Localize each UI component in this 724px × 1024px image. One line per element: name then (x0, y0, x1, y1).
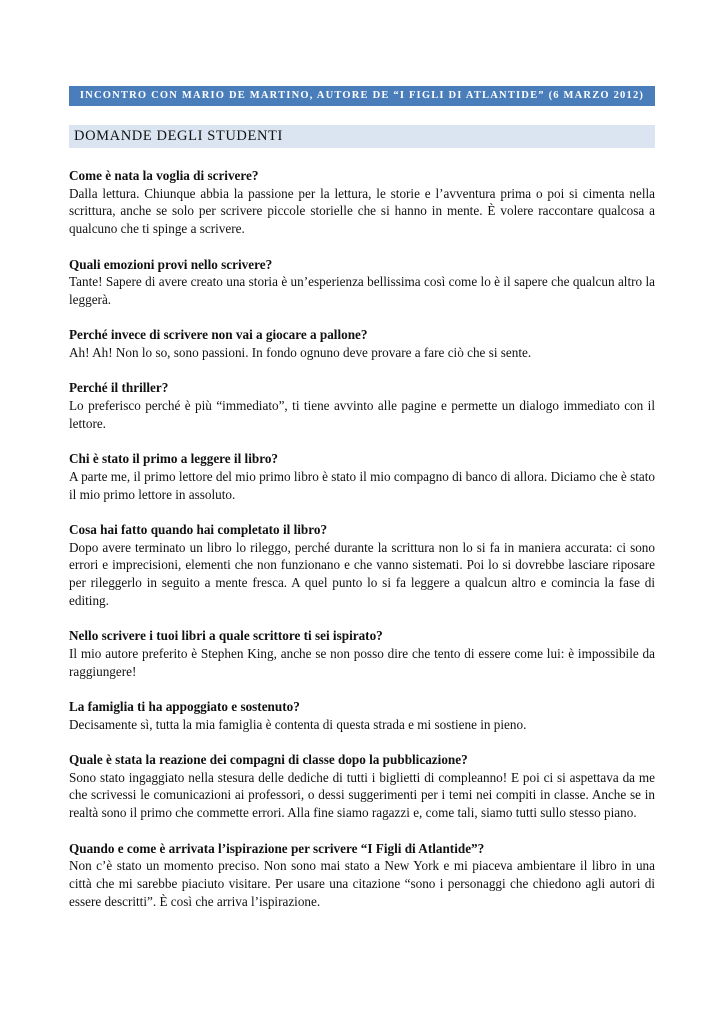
answer: Dalla lettura. Chiunque abbia la passione per la lettura, le storie e l’avventura prima o poi si cimenta nella scrittura, anche se solo per scrivere piccole storielle che si hanno in mente. È volere raccontare qualcosa a qualcuno che ti spinge a scrivere. (69, 185, 655, 237)
question: Come è nata la voglia di scrivere? (69, 168, 259, 183)
question: Perché invece di scrivere non vai a giocare a pallone? (69, 327, 368, 343)
answer: Sono stato ingaggiato nella stesura delle dediche di tutti i biglietti di compleanno! E poi ci si aspettava da me che scrivessi le comunicazioni ai professori, o dessi suggerimenti per i temi nei compiti in classe. Anche se in realtà sono il primo che commette errori. Alla fine siamo ragazzi e, come tali, siamo tutti sullo stesso piano. (69, 769, 655, 821)
answer: Il mio autore preferito è Stephen King, anche se non posso dire che tento di essere come lui: è impossibile da raggiungere! (69, 645, 655, 679)
qa-item (69, 256, 655, 309)
qa-item (69, 450, 655, 503)
document-title: INCONTRO CON MARIO DE MARTINO, AUTORE DE “I FIGLI DI ATLANTIDE” (6 MARZO 2012) (69, 86, 655, 106)
question: Perché il thriller? (69, 380, 169, 396)
qa-item (69, 698, 655, 733)
qa-item (69, 627, 655, 680)
question: Nello scrivere i tuoi libri a quale scrittore ti sei ispirato? (69, 628, 383, 644)
answer: A parte me, il primo lettore del mio primo libro è stato il mio compagno di banco di allora. Diciamo che è stato il mio primo lettore in assoluto. (69, 468, 655, 502)
qa-item (69, 167, 655, 238)
answer: Tante! Sapere di avere creato una storia è un’esperienza bellissima così come lo è il sapere che qualcun altro la leggerà. (69, 274, 655, 307)
question: Quali emozioni provi nello scrivere? (69, 256, 273, 272)
section-title: DOMANDE DEGLI STUDENTI (69, 125, 655, 148)
qa-item (69, 326, 655, 361)
qa-list (69, 167, 655, 928)
question: Cosa hai fatto quando hai completato il libro? (69, 521, 328, 537)
question: Chi è stato il primo a leggere il libro? (69, 451, 279, 467)
answer: Non c’è stato un momento preciso. Non sono mai stato a New York e mi piaceva ambientare il libro in una città che mi sarebbe piaciuto visitare. Per usare una citazione “sono i personaggi che chiedono agli autori di essere descritti”. È così che arriva l’ispirazione. (69, 858, 655, 909)
question: Quando e come è arrivata l’ispirazione per scrivere “I Figli di Atlantide”? (69, 840, 485, 856)
answer: Ah! Ah! Non lo so, sono passioni. In fondo ognuno deve provare a fare ciò che si sente. (69, 345, 532, 360)
qa-item (69, 521, 655, 610)
qa-item (69, 840, 655, 911)
question: La famiglia ti ha appoggiato e sostenuto? (69, 698, 300, 714)
question: Quale è stata la reazione dei compagni di classe dopo la pubblicazione? (69, 752, 468, 768)
answer: Decisamente sì, tutta la mia famiglia è contenta di questa strada e mi sostiene in pieno. (69, 716, 527, 732)
answer: Dopo avere terminato un libro lo rileggo, perché durante la scrittura non lo si fa in maniera accurata: ci sono errori e imprecisioni, elementi che non funzionano e che vanno sistemati. Poi lo si dovrebbe lasciare riposare per rileggerlo in seguito a mente fresca. A quel punto lo si fa leggere a qualcun altro e comincia la fase di editing. (69, 539, 655, 608)
answer: Lo preferisco perché è più “immediato”, ti tiene avvinto alle pagine e permette un dialogo immediato con il lettore. (69, 398, 655, 431)
qa-item (69, 379, 655, 432)
qa-item (69, 751, 655, 822)
